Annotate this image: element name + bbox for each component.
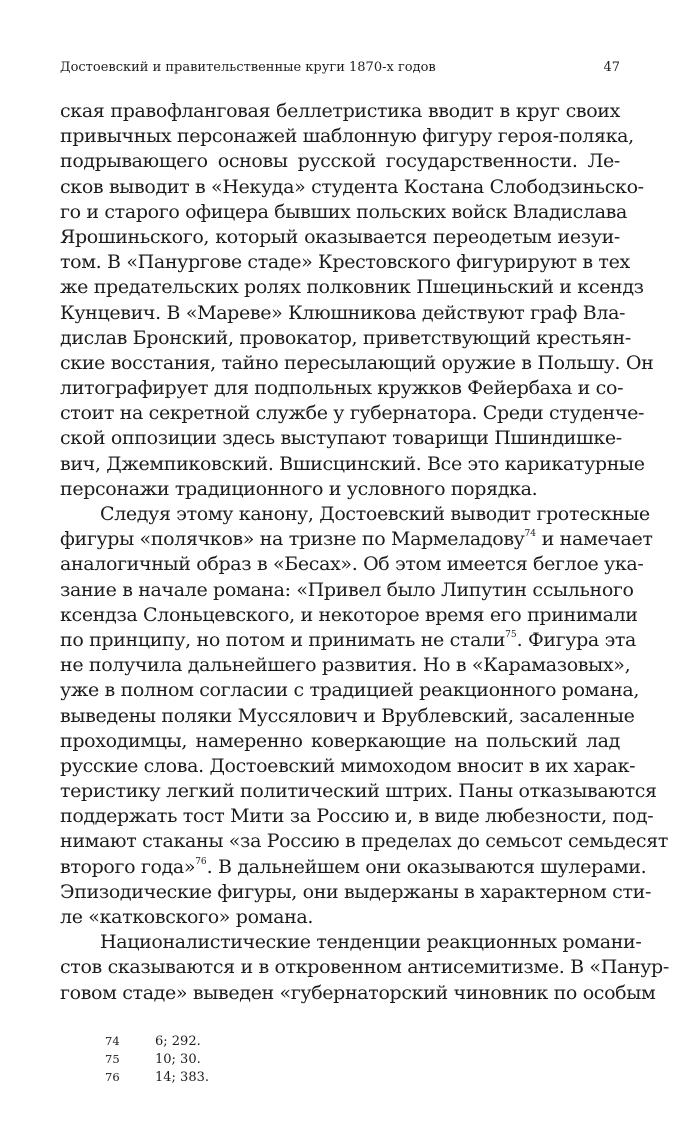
footnote-ref-76[interactable]: 76	[195, 856, 207, 867]
line-fragment: фигуры «полячков» на тризне по Мармеладову	[60, 528, 525, 551]
text-line: привычных персонажей шаблонную фигуру героя-поляка,	[60, 125, 634, 148]
page-number: 47	[603, 60, 620, 75]
text-line: нимают стаканы «за Россию в пределах до семьсот семьдесят	[60, 830, 668, 853]
text-line: выведены поляки Муссялович и Врублевский, засаленные	[60, 704, 635, 727]
text-line: дислав Бронский, провокатор, приветствующий крестьян-	[60, 326, 631, 349]
footnote-number: 74	[105, 1034, 120, 1048]
footnotes	[105, 1032, 209, 1086]
text-line	[60, 527, 653, 552]
text-line: не получила дальнейшего развития. Но в «Карамазовых»,	[60, 654, 631, 677]
running-header	[60, 58, 620, 78]
line-fragment: . Фигура эта	[516, 628, 637, 651]
text-line	[60, 855, 647, 880]
text-line: уже в полном согласии с традицией реакционного романа,	[60, 679, 640, 702]
footnote-number: 75	[105, 1052, 120, 1066]
text-line: говом стаде» выведен «губернаторский чиновник по особым	[60, 981, 656, 1004]
text-line: Кунцевич. В «Мареве» Клюшникова действуют граф Вла-	[60, 301, 626, 324]
line-fragment: второго года»	[60, 855, 196, 878]
text-line: зание в начале романа: «Привел было Липутин ссыльного	[60, 578, 634, 601]
footnote-75	[105, 1050, 209, 1068]
footnote-74	[105, 1032, 209, 1050]
text-line: Националистические тенденции реакционных романи-	[100, 931, 642, 954]
text-line: Ярошиньского, который оказывается переодетым иезуи-	[60, 225, 620, 248]
text-line: же предательских ролях полковник Пшециньский и ксендз	[60, 276, 644, 299]
text-line: го и старого офицера бывших польских войск Владислава	[60, 200, 627, 223]
text-line: проходимцы, намеренно коверкающие на польский лад	[60, 729, 620, 752]
footnote-text: 14; 383.	[155, 1070, 209, 1085]
footnote-ref-74[interactable]: 74	[524, 529, 536, 540]
text-line: ские восстания, тайно пересылающий оружие в Польшу. Он	[60, 351, 654, 374]
text-line: ской оппозиции здесь выступают товарищи Пшиндишке-	[60, 427, 622, 450]
line-fragment: и намечает	[535, 528, 653, 551]
text-line: подрывающего основы русской государственности. Ле-	[60, 150, 620, 173]
footnote-number: 76	[105, 1070, 120, 1084]
footnote-text: 10; 30.	[155, 1052, 201, 1067]
text-line: теристику легкий политический штрих. Паны отказываются	[60, 780, 657, 803]
body-text	[60, 99, 669, 1006]
text-line	[60, 628, 637, 653]
text-line: сков выводит в «Некуда» студента Костана Слободзиньско-	[60, 175, 644, 198]
text-line: русские слова. Достоевский мимоходом вносит в их харак-	[60, 754, 636, 777]
text-line: Эпизодические фигуры, они выдержаны в характерном сти-	[60, 880, 652, 903]
text-line: вич, Джемпиковский. Вшисцинский. Все это карикатурные	[60, 452, 645, 475]
text-line: стов сказываются и в откровенном антисемитизме. В «Панур-	[60, 956, 669, 979]
text-line: поддержать тост Мити за Россию и, в виде любезности, под-	[60, 805, 654, 828]
text-line: том. В «Панургове стаде» Крестовского фигурируют в тех	[60, 251, 630, 274]
text-line: персонажи традиционного и условного порядка.	[60, 477, 538, 500]
running-title: Достоевский и правительственные круги 1870-х годов	[60, 60, 436, 75]
footnote-ref-75[interactable]: 75	[505, 629, 517, 640]
text-line: ксендза Слоньцевского, и некоторое время его принимали	[60, 603, 638, 626]
text-line: ле «катковского» романа.	[60, 906, 314, 928]
text-line: литографирует для подпольных кружков Фейербаха и со-	[60, 377, 624, 400]
text-line: Следуя этому канону, Достоевский выводит гротескные	[100, 503, 650, 525]
footnote-76	[105, 1068, 209, 1086]
line-fragment: по принципу, но потом и принимать не стали	[60, 628, 506, 651]
text-line: ская правофланговая беллетристика вводит в круг своих	[60, 100, 620, 122]
text-line: стоит на секретной службе у губернатора. Среди студенче-	[60, 402, 645, 425]
text-line: аналогичный образ в «Бесах». Об этом имеется беглое ука-	[60, 553, 644, 576]
footnote-text: 6; 292.	[155, 1034, 201, 1049]
line-fragment: . В дальнейшем они оказываются шулерами.	[206, 855, 647, 878]
